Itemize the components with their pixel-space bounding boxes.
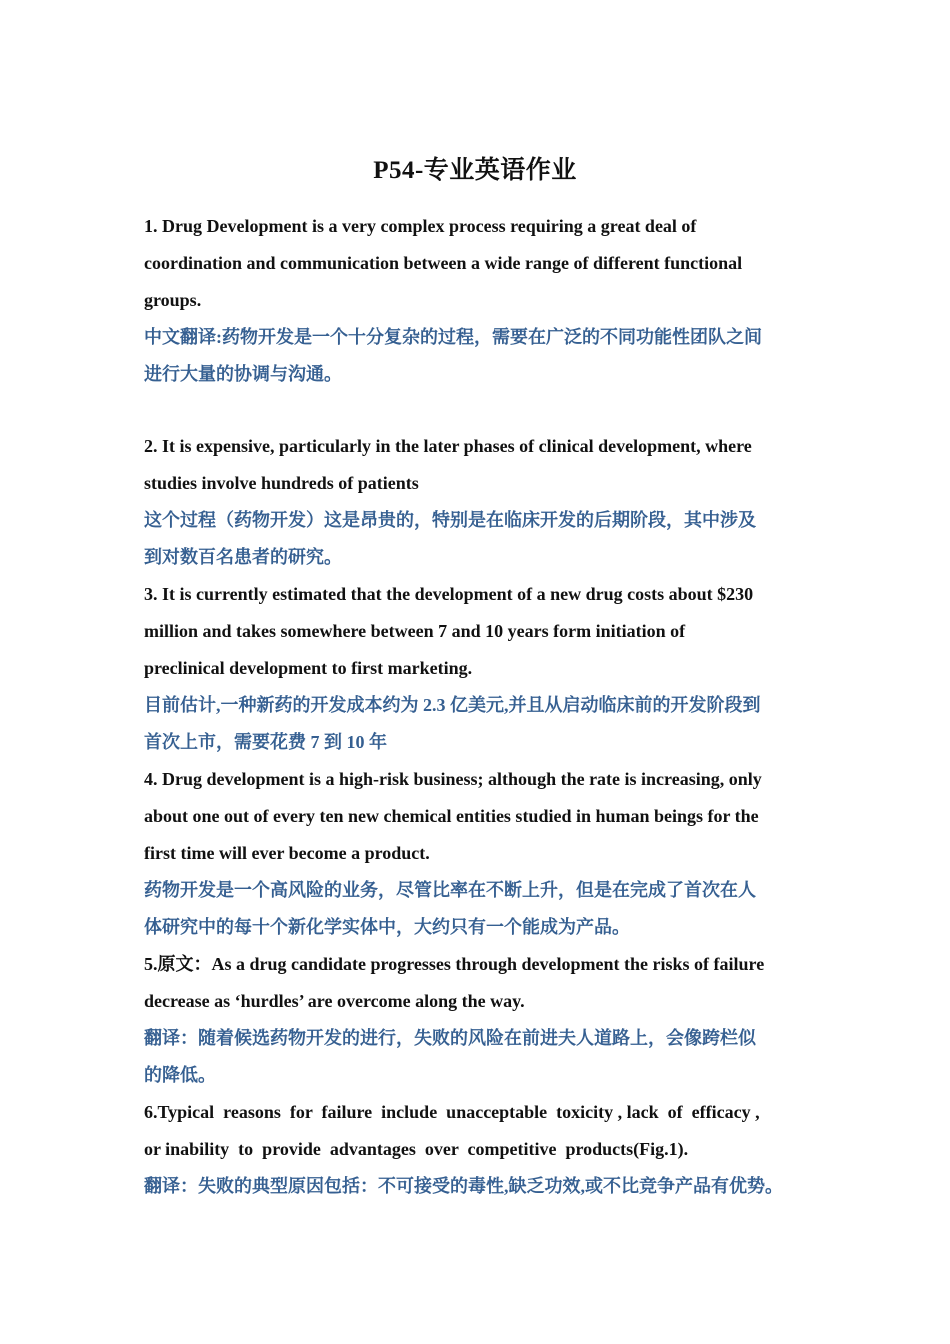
- chinese-translation-line: 目前估计,一种新药的开发成本约为 2.3 亿美元,并且从启动临床前的开发阶段到: [144, 695, 761, 715]
- english-line: 2. It is expensive, particularly in the later phases of clinical development, where: [144, 436, 752, 456]
- chinese-translation-line: 翻译：随着候选药物开发的进行，失败的风险在前进夫人道路上，会像跨栏似: [144, 1028, 756, 1048]
- chinese-translation-line: 体研究中的每十个新化学实体中，大约只有一个能成为产品。: [144, 917, 630, 937]
- item-6: [144, 1094, 816, 1205]
- chinese-translation-line: 首次上市，需要花费 7 到 10 年: [144, 732, 387, 752]
- page-title: P54-专业英语作业: [373, 157, 577, 184]
- english-line: decrease as ‘hurdles’ are overcome along the way.: [144, 991, 525, 1011]
- english-line: groups.: [144, 290, 202, 310]
- item-5: [144, 946, 816, 1094]
- paragraph-spacer: [144, 393, 816, 428]
- document-body: [144, 208, 816, 1205]
- chinese-translation-line: 的降低。: [144, 1065, 216, 1085]
- english-line: preclinical development to first marketing.: [144, 658, 473, 678]
- chinese-translation-line: 这个过程（药物开发）这是昂贵的，特别是在临床开发的后期阶段，其中涉及: [144, 510, 756, 530]
- chinese-translation-line: 翻译：失败的典型原因包括：不可接受的毒性,缺乏功效,或不比竞争产品有优势。: [144, 1176, 783, 1196]
- english-line: studies involve hundreds of patients: [144, 473, 419, 493]
- chinese-translation-line: 到对数百名患者的研究。: [144, 547, 342, 567]
- english-line: or inability to provide advantages over competitive products(Fig.1).: [144, 1139, 689, 1159]
- chinese-translation-line: 药物开发是一个高风险的业务，尽管比率在不断上升，但是在完成了首次在人: [144, 880, 756, 900]
- english-line: about one out of every ten new chemical entities studied in human beings for the: [144, 806, 759, 826]
- english-line: first time will ever become a product.: [144, 843, 430, 863]
- chinese-translation-line: 中文翻译:药物开发是一个十分复杂的过程，需要在广泛的不同功能性团队之间: [144, 327, 762, 347]
- english-line: 1. Drug Development is a very complex process requiring a great deal of: [144, 216, 697, 236]
- item-1: [144, 208, 816, 393]
- item-3: [144, 576, 816, 761]
- english-line: coordination and communication between a wide range of different functional: [144, 253, 743, 273]
- english-line: 4. Drug development is a high-risk business; although the rate is increasing, only: [144, 769, 762, 789]
- english-line: 5.原文：As a drug candidate progresses through development the risks of failure: [144, 954, 765, 974]
- english-line: 3. It is currently estimated that the development of a new drug costs about $230: [144, 584, 754, 604]
- english-line: 6.Typical reasons for failure include unacceptable toxicity , lack of efficacy ,: [144, 1102, 760, 1122]
- chinese-translation-line: 进行大量的协调与沟通。: [144, 364, 342, 384]
- item-2: [144, 428, 816, 576]
- item-4: [144, 761, 816, 946]
- english-line: million and takes somewhere between 7 and 10 years form initiation of: [144, 621, 686, 641]
